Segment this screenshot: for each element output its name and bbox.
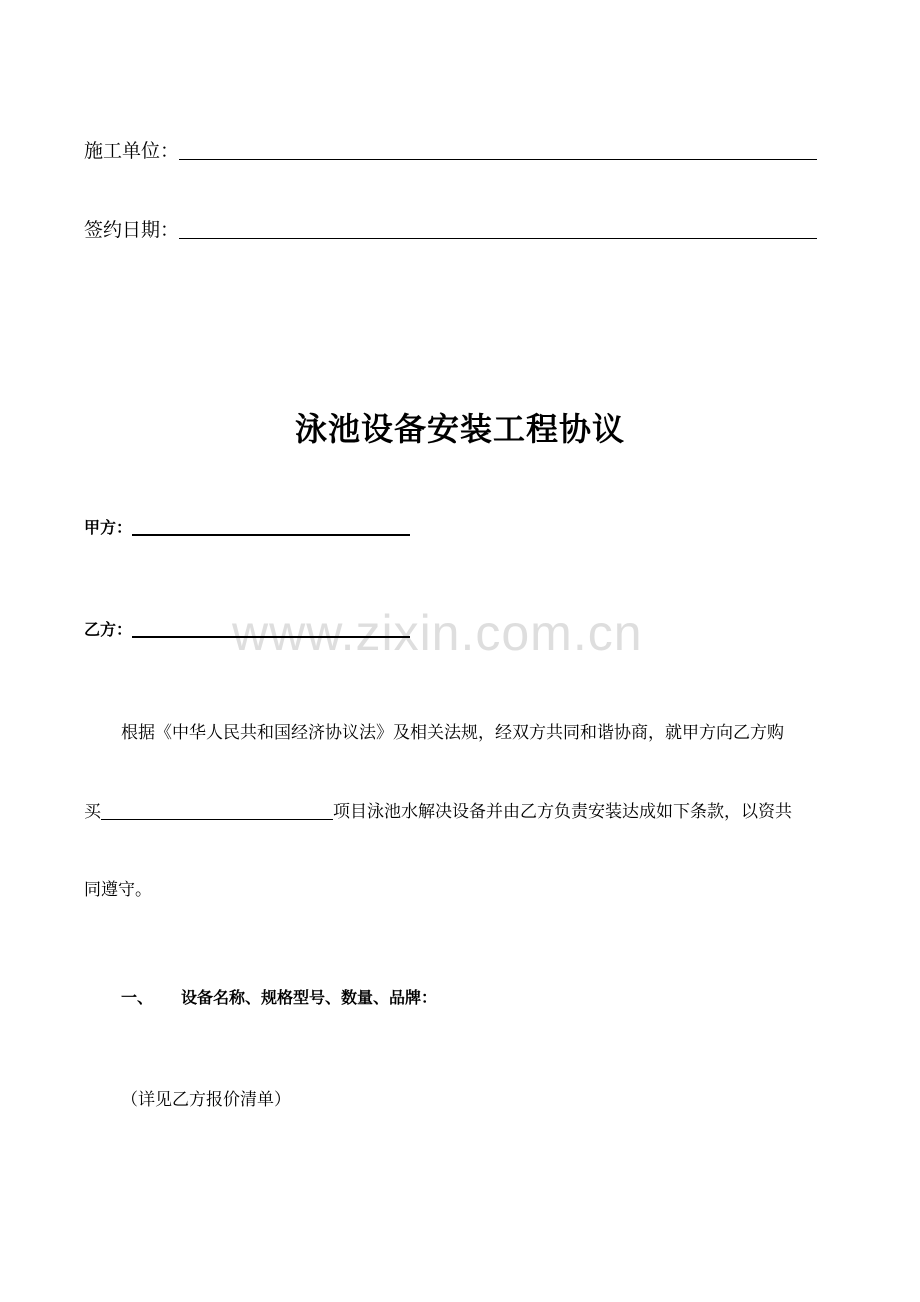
construction-unit-blank-line — [179, 158, 817, 160]
party-a-blank-line — [132, 534, 410, 536]
quote-list-note: （详见乙方报价清单） — [121, 1090, 291, 1110]
paragraph-line-2 — [84, 801, 836, 823]
party-b-label: 乙方： — [84, 620, 133, 639]
section-1-title: 设备名称、规格型号、数量、品牌： — [181, 988, 438, 1007]
paragraph-line-1: 根据《中华人民共和国经济协议法》及相关法规，经双方共同和谐协商，就甲方向乙方购 — [121, 723, 784, 743]
party-b-field — [84, 620, 410, 640]
project-name-blank-line — [101, 819, 333, 820]
sign-date-blank-line — [179, 237, 817, 239]
sign-date-label: 签约日期： — [84, 219, 180, 241]
document-title: 泳池设备安装工程协议 — [294, 410, 625, 448]
construction-unit-label: 施工单位： — [84, 140, 180, 162]
paragraph-line-2-start: 买 — [84, 802, 101, 822]
construction-unit-field — [84, 140, 817, 162]
section-1-heading — [121, 985, 437, 1008]
party-a-field — [84, 518, 410, 538]
sign-date-field — [84, 219, 817, 241]
section-1-number: 一、 — [121, 988, 154, 1007]
party-b-blank-line — [132, 636, 410, 638]
paragraph-line-2-end: 项目泳池水解决设备并由乙方负责安装达成如下条款，以资共 — [333, 802, 792, 822]
paragraph-line-3: 同遵守。 — [84, 880, 152, 900]
watermark: www.zixin.com.cn — [232, 605, 643, 661]
party-a-label: 甲方： — [84, 518, 133, 537]
